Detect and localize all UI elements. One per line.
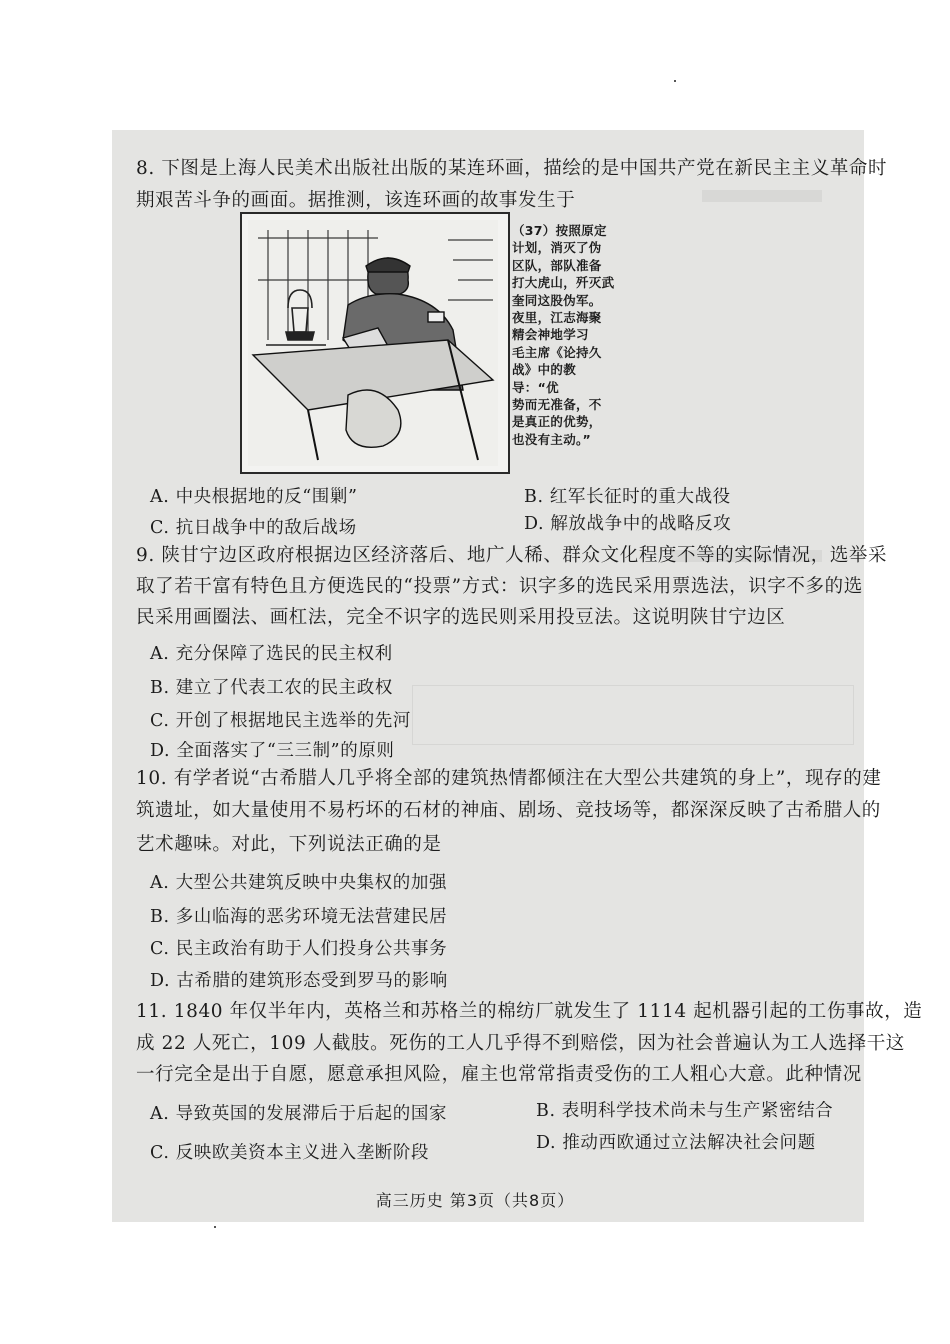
q9-stem-line1: 9. 陕甘宁边区政府根据边区经济落后、地广人稀、群众文化程度不等的实际情况，选举采 — [136, 545, 888, 566]
q11-option-d[interactable]: D. 推动西欧通过立法解决社会问题 — [536, 1133, 816, 1153]
q11-stem-line1: 11. 1840 年仅半年内，英格兰和苏格兰的棉纺厂就发生了 1114 起机器引起的工伤事故，造 — [136, 1001, 923, 1022]
q9-option-d[interactable]: D. 全面落实了“三三制”的原则 — [150, 741, 395, 761]
q8-option-a[interactable]: A. 中央根据地的反“围剿” — [150, 487, 358, 507]
q11-option-c[interactable]: C. 反映欧美资本主义进入垄断阶段 — [150, 1143, 430, 1163]
q10-option-c[interactable]: C. 民主政治有助于人们投身公共事务 — [150, 939, 448, 959]
comic-illustration — [248, 220, 498, 466]
q9-option-a[interactable]: A. 充分保障了选民的民主权利 — [150, 644, 393, 664]
q9-stem-line3: 民采用画圈法、画杠法，完全不识字的选民则采用投豆法。这说明陕甘宁边区 — [136, 607, 786, 628]
comic-panel — [240, 212, 510, 474]
q10-option-b[interactable]: B. 多山临海的恶劣环境无法营建民居 — [150, 907, 448, 927]
q10-stem-line2: 筑遗址，如大量使用不易朽坏的石材的神庙、剧场、竞技场等，都深深反映了古希腊人的 — [136, 800, 881, 821]
q8-stem-line1: 8. 下图是上海人民美术出版社出版的某连环画，描绘的是中国共产党在新民主主义革命时 — [136, 158, 888, 179]
q11-stem-line2: 成 22 人死亡，109 人截肢。死伤的工人几乎得不到赔偿，因为社会普遍认为工人选择干这 — [136, 1033, 905, 1054]
q10-stem-line1: 10. 有学者说“古希腊人几乎将全部的建筑热情都倾注在大型公共建筑的身上”，现存的建 — [136, 768, 882, 789]
q11-option-a[interactable]: A. 导致英国的发展滞后于后起的国家 — [150, 1104, 448, 1124]
bleed-through-table — [412, 685, 854, 745]
page-footer: 高三历史 第3页（共8页） — [375, 1191, 575, 1210]
q10-option-d[interactable]: D. 古希腊的建筑形态受到罗马的影响 — [150, 971, 448, 991]
q8-stem-line2: 期艰苦斗争的画面。据推测，该连环画的故事发生于 — [136, 190, 576, 211]
q11-stem-line3: 一行完全是出于自愿，愿意承担风险，雇主也常常指责受伤的工人粗心大意。此种情况 — [136, 1064, 862, 1085]
q9-option-b[interactable]: B. 建立了代表工农的民主政权 — [150, 678, 393, 698]
q8-option-b[interactable]: B. 红军长征时的重大战役 — [524, 487, 731, 507]
q11-option-b[interactable]: B. 表明科学技术尚未与生产紧密结合 — [536, 1101, 834, 1121]
comic-caption: （37）按照原定 计划，消灭了伪 区队，部队准备 打大虎山，歼灭武 奎同这股伪军。 夜里，江志海聚 精会神地学习 毛主席《论持久 战》中的教导：“优 势而无准备，不 是真正的优势， 也没有主动。” — [512, 223, 615, 447]
q8-option-d[interactable]: D. 解放战争中的战略反攻 — [524, 514, 732, 534]
q10-stem-line3: 艺术趣味。对此，下列说法正确的是 — [136, 834, 442, 855]
q9-stem-line2: 取了若干富有特色且方便选民的“投票”方式：识字多的选民采用票选法，识字不多的选 — [136, 576, 863, 597]
q8-option-c[interactable]: C. 抗日战争中的敌后战场 — [150, 518, 357, 538]
q9-option-c[interactable]: C. 开创了根据地民主选举的先河 — [150, 711, 411, 731]
q10-option-a[interactable]: A. 大型公共建筑反映中央集权的加强 — [150, 873, 448, 893]
